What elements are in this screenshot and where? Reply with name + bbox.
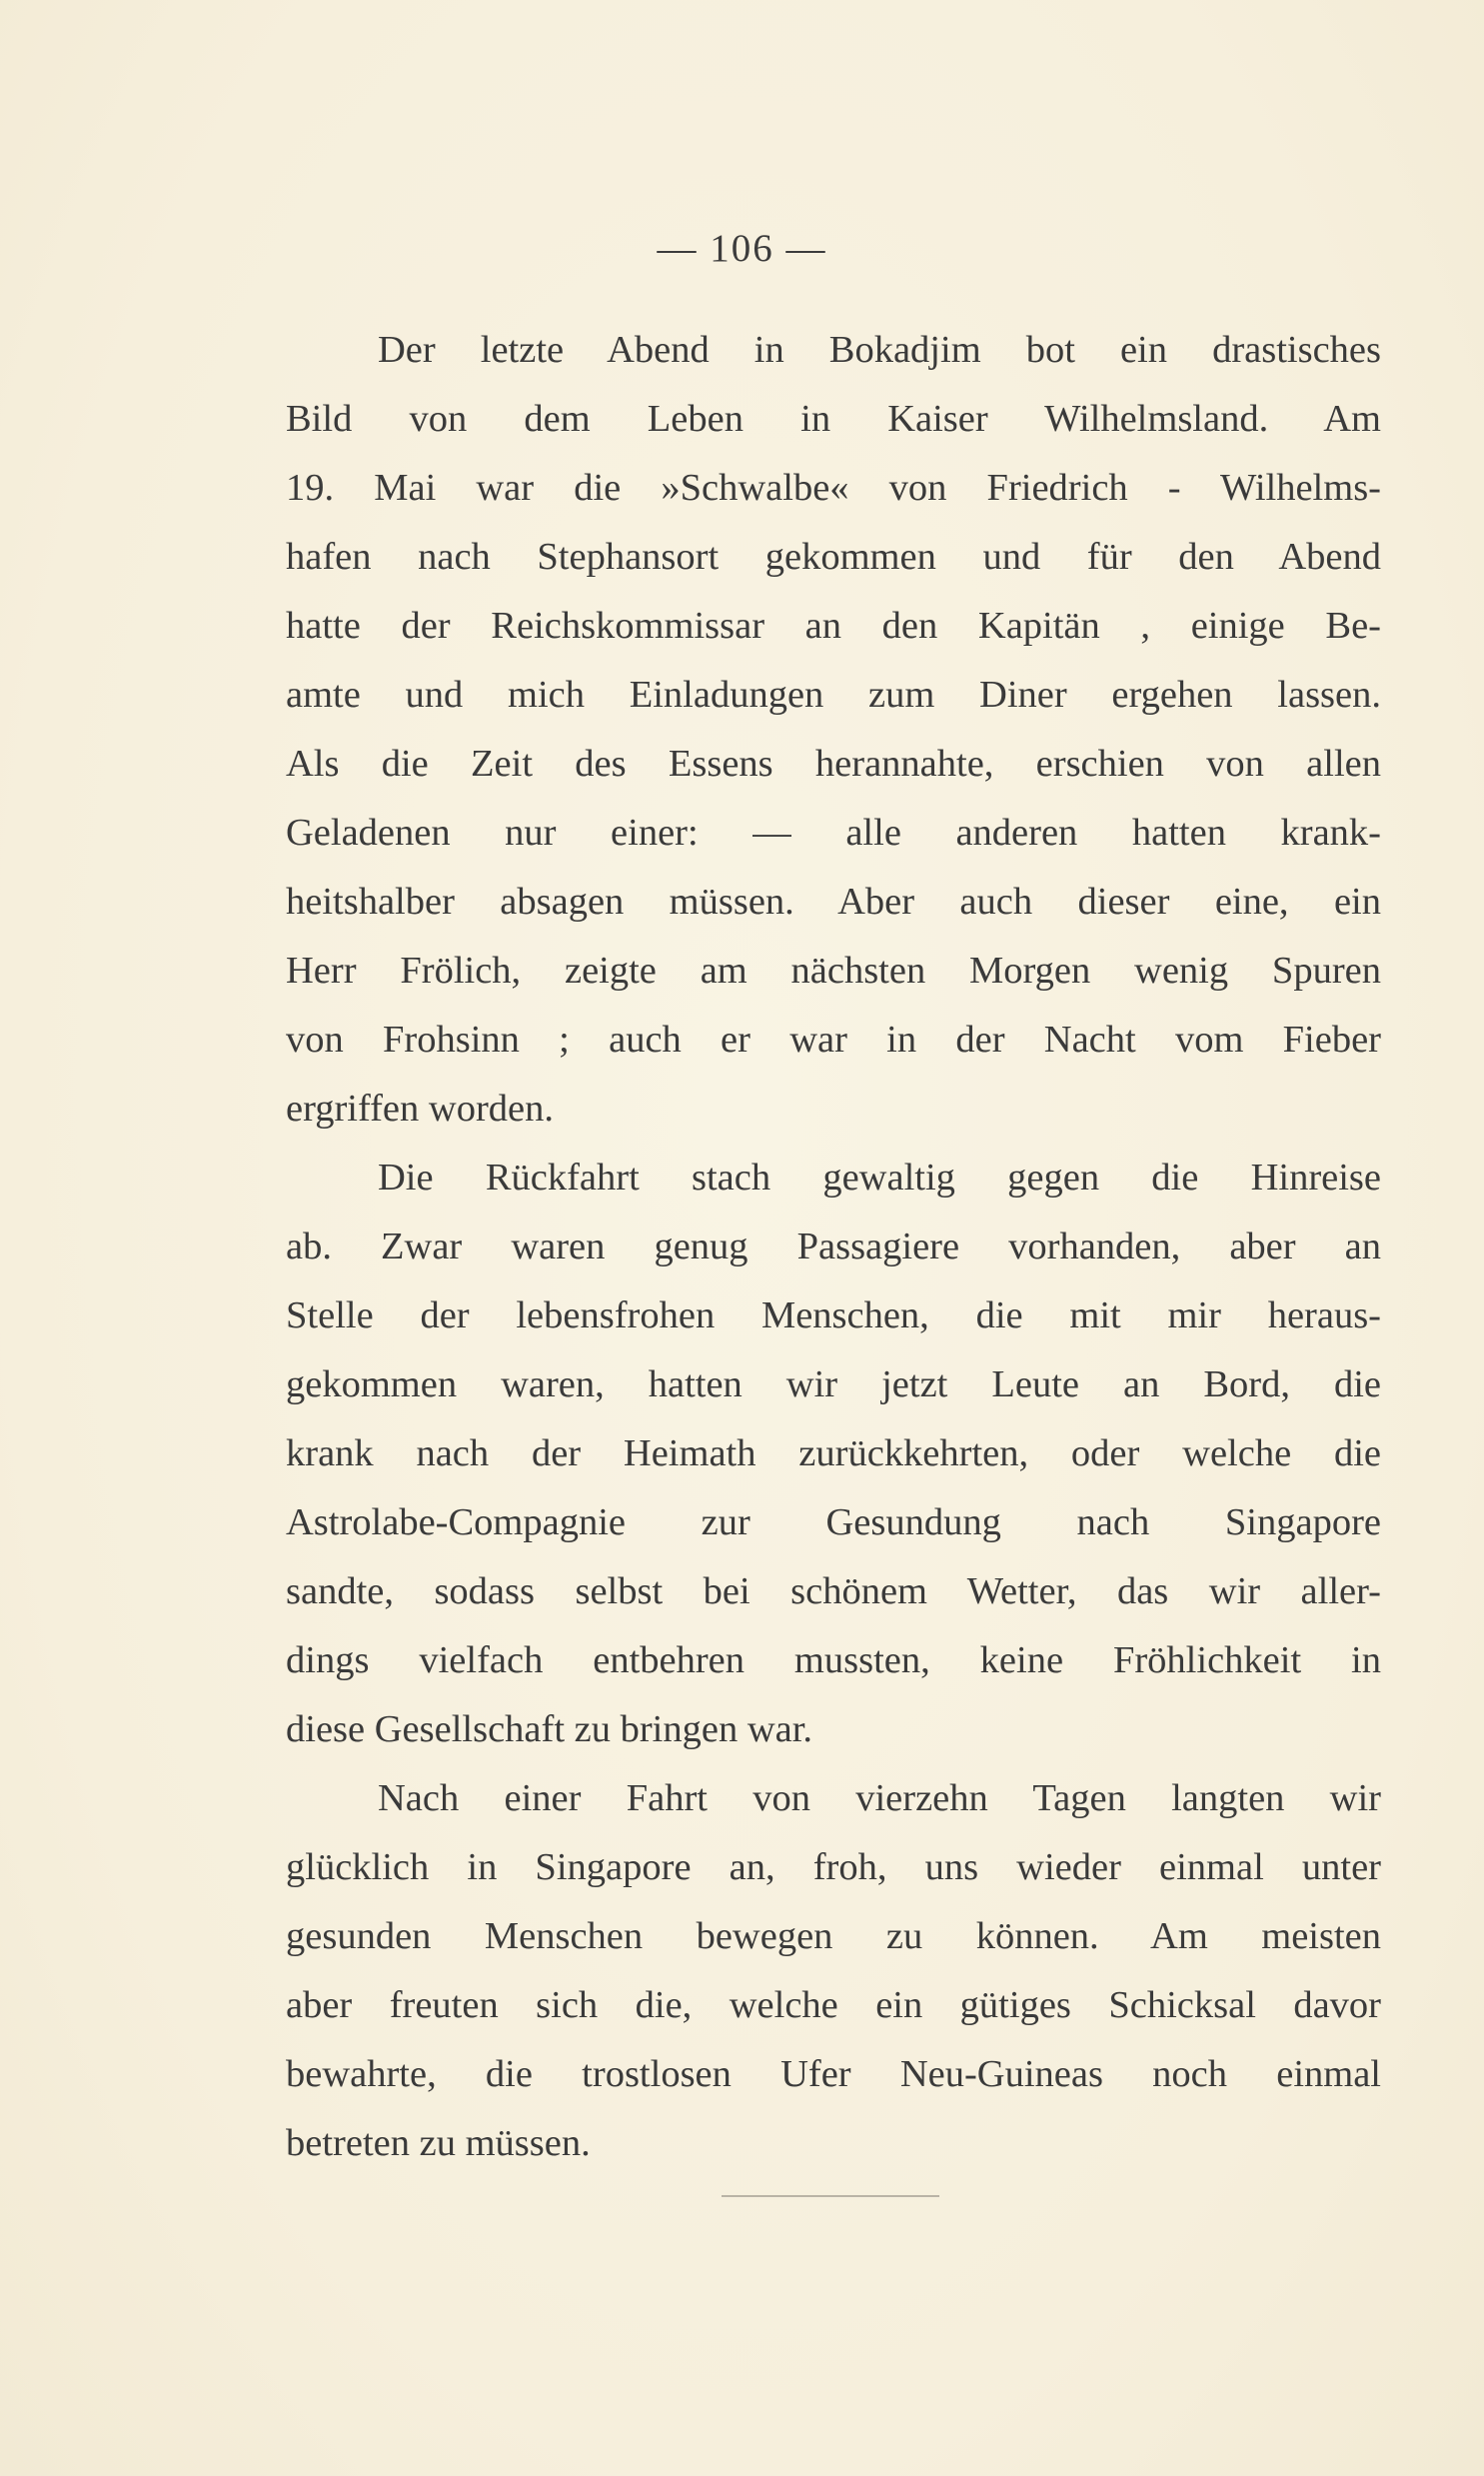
end-rule [722,2195,939,2197]
text-line: aber freuten sich die, welche ein gütiges Schicksal davor [286,1984,1381,2026]
text-line: Bild von dem Leben in Kaiser Wilhelmsland. Am [286,398,1381,440]
text-line: Herr Frölich, zeigte am nächsten Morgen wenig Spuren [286,950,1381,992]
text-line: von Frohsinn ; auch er war in der Nacht vom Fieber [286,1019,1381,1061]
text-line: Stelle der lebensfrohen Menschen, die mit mir heraus- [286,1294,1381,1336]
text-line: 19. Mai war die »Schwalbe« von Friedrich - Wilhelms- [286,467,1381,509]
text-line: sandte, sodass selbst bei schönem Wetter, das wir aller- [286,1570,1381,1612]
text-line: glücklich in Singapore an, froh, uns wieder einmal unter [286,1846,1381,1888]
text-line: Die Rückfahrt stach gewaltig gegen die Hinreise [378,1157,1381,1199]
text-line: bewahrte, die trostlosen Ufer Neu-Guineas noch einmal [286,2053,1381,2095]
text-line: betreten zu müssen. [286,2122,591,2164]
text-line: dings vielfach entbehren mussten, keine Fröhlichkeit in [286,1639,1381,1681]
text-line: Geladenen nur einer: — alle anderen hatten krank- [286,812,1381,854]
text-line: Der letzte Abend in Bokadjim bot ein drastisches [378,329,1381,371]
text-line: amte und mich Einladungen zum Diner ergehen lassen. [286,674,1381,716]
page-number: — 106 — [657,227,827,270]
text-line: heitshalber absagen müssen. Aber auch dieser eine, ein [286,881,1381,923]
body-text [286,316,1381,2178]
text-line: diese Gesellschaft zu bringen war. [286,1708,813,1750]
text-line: Astrolabe-Compagnie zur Gesundung nach Singapore [286,1501,1381,1543]
text-line: gesunden Menschen bewegen zu können. Am meisten [286,1915,1381,1957]
text-line: hatte der Reichskommissar an den Kapitän , einige Be- [286,605,1381,647]
text-line: gekommen waren, hatten wir jetzt Leute an Bord, die [286,1363,1381,1405]
text-line: krank nach der Heimath zurückkehrten, oder welche die [286,1432,1381,1474]
text-line: Nach einer Fahrt von vierzehn Tagen langten wir [378,1777,1381,1819]
text-line: ergriffen worden. [286,1088,554,1130]
text-line: ab. Zwar waren genug Passagiere vorhanden, aber an [286,1226,1381,1267]
text-line: hafen nach Stephansort gekommen und für den Abend [286,536,1381,578]
text-line: Als die Zeit des Essens herannahte, erschien von allen [286,743,1381,785]
